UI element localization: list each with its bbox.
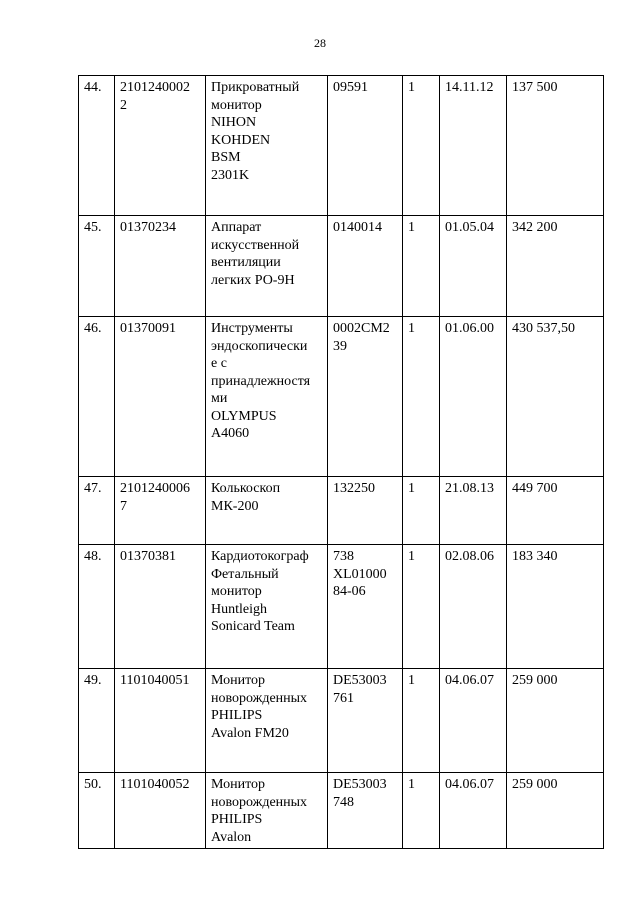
inventory-code-cell: 01370234 — [115, 216, 206, 317]
item-name-cell: Монитор новорожденных PHILIPS Avalon FM20 — [206, 669, 328, 773]
date-cell: 21.08.13 — [440, 477, 507, 545]
quantity-cell: 1 — [403, 477, 440, 545]
row-number-cell: 44. — [79, 76, 115, 216]
date-cell: 14.11.12 — [440, 76, 507, 216]
table-row — [79, 477, 604, 545]
price-cell: 183 340 — [507, 545, 604, 669]
equipment-inventory-table — [78, 75, 604, 849]
item-name-cell: Колькоскоп МК-200 — [206, 477, 328, 545]
table-row — [79, 773, 604, 849]
serial-number-cell: DE53003 761 — [328, 669, 403, 773]
row-number-cell: 45. — [79, 216, 115, 317]
row-number-cell: 47. — [79, 477, 115, 545]
serial-number-cell: 132250 — [328, 477, 403, 545]
row-number-cell: 46. — [79, 317, 115, 477]
price-cell: 137 500 — [507, 76, 604, 216]
item-name-cell: Инструменты эндоскопически е с принадлежностя ми OLYMPUS A4060 — [206, 317, 328, 477]
date-cell: 01.06.00 — [440, 317, 507, 477]
inventory-code-cell: 2101240002 2 — [115, 76, 206, 216]
date-cell: 04.06.07 — [440, 669, 507, 773]
date-cell: 04.06.07 — [440, 773, 507, 849]
quantity-cell: 1 — [403, 545, 440, 669]
item-name-cell: Прикроватный монитор NIHON KOHDEN BSM 2301K — [206, 76, 328, 216]
row-number-cell: 49. — [79, 669, 115, 773]
price-cell: 430 537,50 — [507, 317, 604, 477]
price-cell: 259 000 — [507, 773, 604, 849]
inventory-code-cell: 01370381 — [115, 545, 206, 669]
serial-number-cell: 0140014 — [328, 216, 403, 317]
page-number: 28 — [314, 36, 326, 50]
serial-number-cell: 09591 — [328, 76, 403, 216]
table-row — [79, 669, 604, 773]
serial-number-cell: DE53003 748 — [328, 773, 403, 849]
inventory-code-cell: 1101040052 — [115, 773, 206, 849]
price-cell: 449 700 — [507, 477, 604, 545]
item-name-cell: Аппарат искусственной вентиляции легких РО-9Н — [206, 216, 328, 317]
price-cell: 259 000 — [507, 669, 604, 773]
quantity-cell: 1 — [403, 317, 440, 477]
table-row — [79, 317, 604, 477]
row-number-cell: 48. — [79, 545, 115, 669]
serial-number-cell: 0002CM2 39 — [328, 317, 403, 477]
table-row — [79, 76, 604, 216]
quantity-cell: 1 — [403, 216, 440, 317]
serial-number-cell: 738 XL01000 84-06 — [328, 545, 403, 669]
quantity-cell: 1 — [403, 76, 440, 216]
quantity-cell: 1 — [403, 773, 440, 849]
item-name-cell: Кардиотокограф Фетальный монитор Huntleigh Sonicard Team — [206, 545, 328, 669]
price-cell: 342 200 — [507, 216, 604, 317]
table-row — [79, 545, 604, 669]
quantity-cell: 1 — [403, 669, 440, 773]
row-number-cell: 50. — [79, 773, 115, 849]
table-row — [79, 216, 604, 317]
inventory-code-cell: 1101040051 — [115, 669, 206, 773]
item-name-cell: Монитор новорожденных PHILIPS Avalon — [206, 773, 328, 849]
date-cell: 02.08.06 — [440, 545, 507, 669]
inventory-code-cell: 2101240006 7 — [115, 477, 206, 545]
inventory-code-cell: 01370091 — [115, 317, 206, 477]
date-cell: 01.05.04 — [440, 216, 507, 317]
